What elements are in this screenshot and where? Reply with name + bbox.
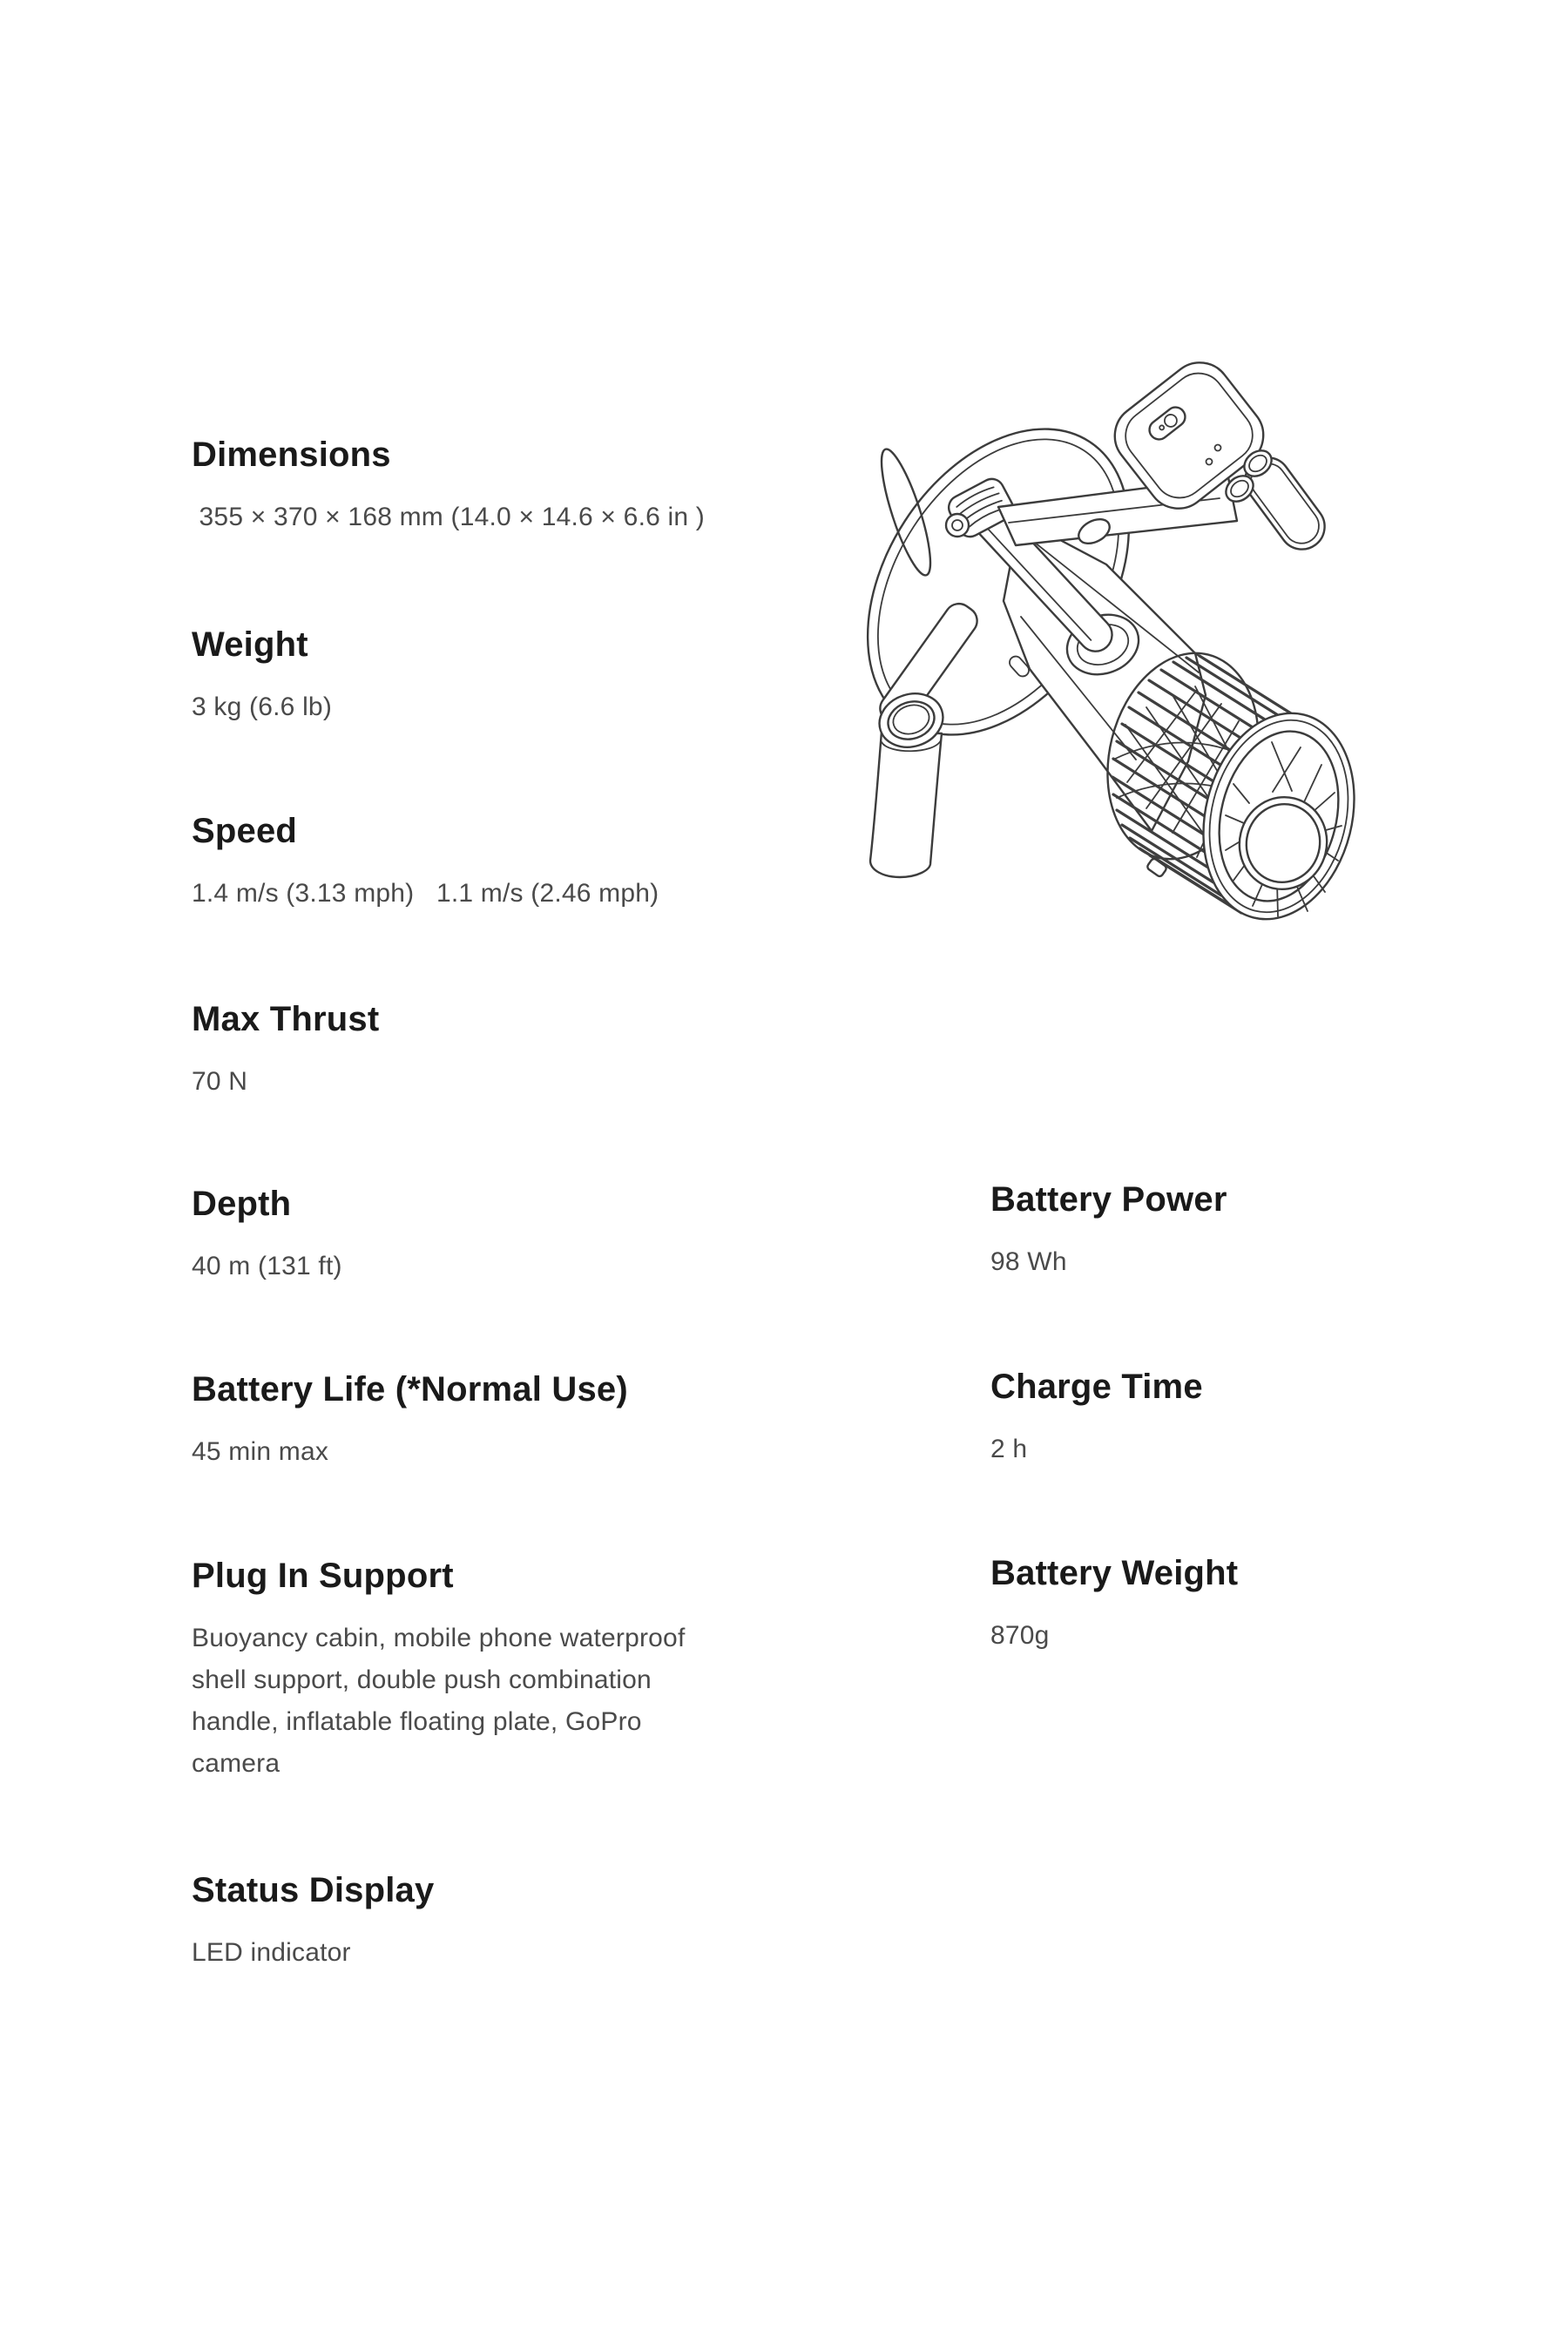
plate-handle-hole	[872, 445, 939, 579]
spec-status-display	[192, 1869, 793, 1974]
spec-battery-life	[192, 1368, 793, 1473]
spec-value: 45 min max	[192, 1437, 329, 1466]
spec-label: Battery Power	[990, 1180, 1227, 1219]
spec-depth	[192, 1183, 793, 1287]
spec-label: Battery Weight	[990, 1554, 1239, 1592]
spec-label: Speed	[192, 812, 298, 850]
spec-label: Dimensions	[192, 436, 391, 474]
spec-value: 870g	[990, 1621, 1050, 1650]
spec-value: 40 m (131 ft)	[192, 1252, 342, 1280]
spec-battery-weight	[990, 1552, 1443, 1657]
spec-label: Status Display	[192, 1871, 435, 1909]
spec-label: Max Thrust	[192, 1000, 380, 1038]
spec-charge-time	[990, 1366, 1443, 1470]
spec-battery-power	[990, 1179, 1443, 1283]
spec-value: 1.4 m/s (3.13 mph) 1.1 m/s (2.46 mph)	[192, 879, 659, 908]
spec-value: 355 × 370 × 168 mm (14.0 × 14.6 × 6.6 in )	[192, 503, 705, 531]
spec-weight	[192, 624, 793, 728]
spec-speed	[192, 810, 793, 915]
spec-label: Depth	[192, 1185, 292, 1223]
spec-value: 2 h	[990, 1435, 1028, 1463]
spec-plug-in-support	[192, 1555, 793, 1785]
spec-label: Plug In Support	[192, 1557, 454, 1595]
product-illustration	[836, 348, 1429, 958]
spec-value: LED indicator	[192, 1938, 351, 1967]
spec-label: Battery Life (*Normal Use)	[192, 1370, 628, 1409]
spec-max-thrust	[192, 998, 793, 1103]
left-grip-handle	[870, 686, 950, 877]
screw-cap	[946, 514, 969, 537]
spec-dimensions	[192, 434, 793, 538]
underwater-scooter-drawing-svg	[836, 348, 1429, 958]
spec-label: Charge Time	[990, 1368, 1203, 1406]
spec-value: 70 N	[192, 1067, 248, 1096]
duct-front-face	[1182, 697, 1375, 936]
spec-value: Buoyancy cabin, mobile phone waterproof shell support, double push combination handle, inflatable floating plate, GoPro camera	[192, 1624, 693, 1778]
spec-label: Weight	[192, 625, 308, 664]
spec-value: 98 Wh	[990, 1247, 1067, 1276]
spec-value: 3 kg (6.6 lb)	[192, 692, 333, 721]
